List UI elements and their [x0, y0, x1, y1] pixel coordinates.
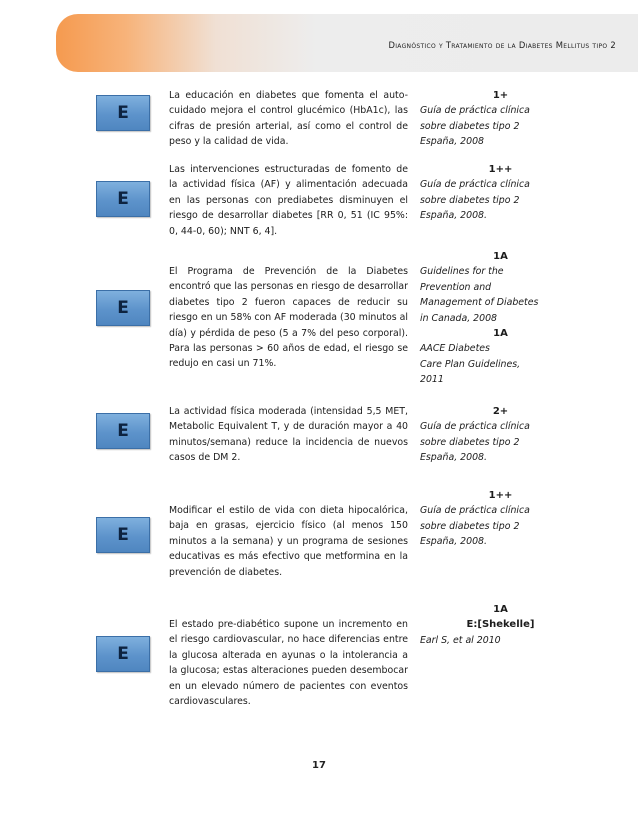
page-number: 17 — [312, 760, 326, 771]
evidence-level-badge: E — [96, 290, 150, 326]
evidence-references — [420, 602, 565, 648]
evidence-references — [420, 404, 565, 466]
evidence-grade: 1A — [493, 604, 508, 615]
evidence-grade: 1A — [493, 328, 508, 340]
evidence-grade: 1++ — [488, 164, 513, 175]
evidence-statement: La educación en diabetes que fomenta el auto-cuidado mejora el control glucémico (HbA1c), las cifras de presión arterial, así como el control de peso y la calidad de vida. — [169, 90, 408, 148]
evidence-grade: 2+ — [492, 406, 509, 417]
reference-citation: Guía de práctica clínica sobre diabetes tipo 2 España, 2008. — [420, 505, 530, 548]
evidence-grade: 1++ — [488, 490, 513, 501]
running-header-title: Diagnóstico y Tratamiento de la Diabetes Mellitus tipo 2 — [388, 40, 616, 50]
evidence-references — [420, 162, 565, 224]
evidence-references — [420, 88, 565, 150]
evidence-level-badge: E — [96, 636, 150, 672]
reference-citation: Guidelines for the Prevention and Management of Diabetes in Canada, 2008 — [420, 266, 539, 324]
evidence-level-badge: E — [96, 95, 150, 131]
evidence-statement: La actividad física moderada (intensidad 5,5 MET, Metabolic Equivalent T, y de duración mayor a 40 minutos/semana) reduce la incidencia de nuevos casos de DM 2. — [169, 406, 408, 464]
reference-citation: Earl S, et al 2010 — [420, 634, 501, 646]
reference-citation: AACE Diabetes Care Plan Guidelines, 2011 — [420, 343, 521, 386]
evidence-grade: E:[Shekelle] — [466, 619, 535, 631]
evidence-statement: Modificar el estilo de vida con dieta hipocalórica, baja en grasas, ejercicio físico (al menos 150 minutos a la semana) y un programa de sesiones educativas es más efectivo que metformina en la prevención de diabetes. — [169, 505, 408, 578]
evidence-level-badge: E — [96, 413, 150, 449]
evidence-statement: El Programa de Prevención de la Diabetes encontró que las personas en riesgo de desarrollar diabetes tipo 2 fueron capaces de reducir su riesgo en un 58% con AF moderada (30 minutos al día) y pérdida de peso (5 a 7% del peso corporal). Para las personas > 60 años de edad, el riesgo se redujo en casi un 71%. — [169, 266, 408, 370]
evidence-grade: 1A — [493, 251, 508, 262]
evidence-level-badge: E — [96, 181, 150, 217]
evidence-references — [420, 249, 565, 388]
reference-citation: Guía de práctica clínica sobre diabetes tipo 2 España, 2008. — [420, 179, 530, 222]
evidence-statement: Las intervenciones estructuradas de fomento de la actividad física (AF) y alimentación adecuada en las personas con prediabetes disminuyen el riesgo de desarrollar diabetes [RR 0, 51 (IC 95%: 0, 44-0, 60); NNT 6, 4]. — [169, 164, 408, 237]
evidence-grade: 1+ — [492, 90, 509, 101]
reference-citation: Guía de práctica clínica sobre diabetes tipo 2 España, 2008 — [420, 105, 530, 148]
evidence-level-badge: E — [96, 517, 150, 553]
reference-citation: Guía de práctica clínica sobre diabetes tipo 2 España, 2008. — [420, 421, 530, 464]
evidence-statement: El estado pre-diabético supone un incremento en el riesgo cardiovascular, no hace diferencias entre la glucosa alterada en ayunas o la intolerancia a la glucosa; estas alteraciones pueden desembocar en un elevado número de pacientes con eventos cardiovasculares. — [169, 619, 408, 708]
evidence-references — [420, 488, 565, 550]
